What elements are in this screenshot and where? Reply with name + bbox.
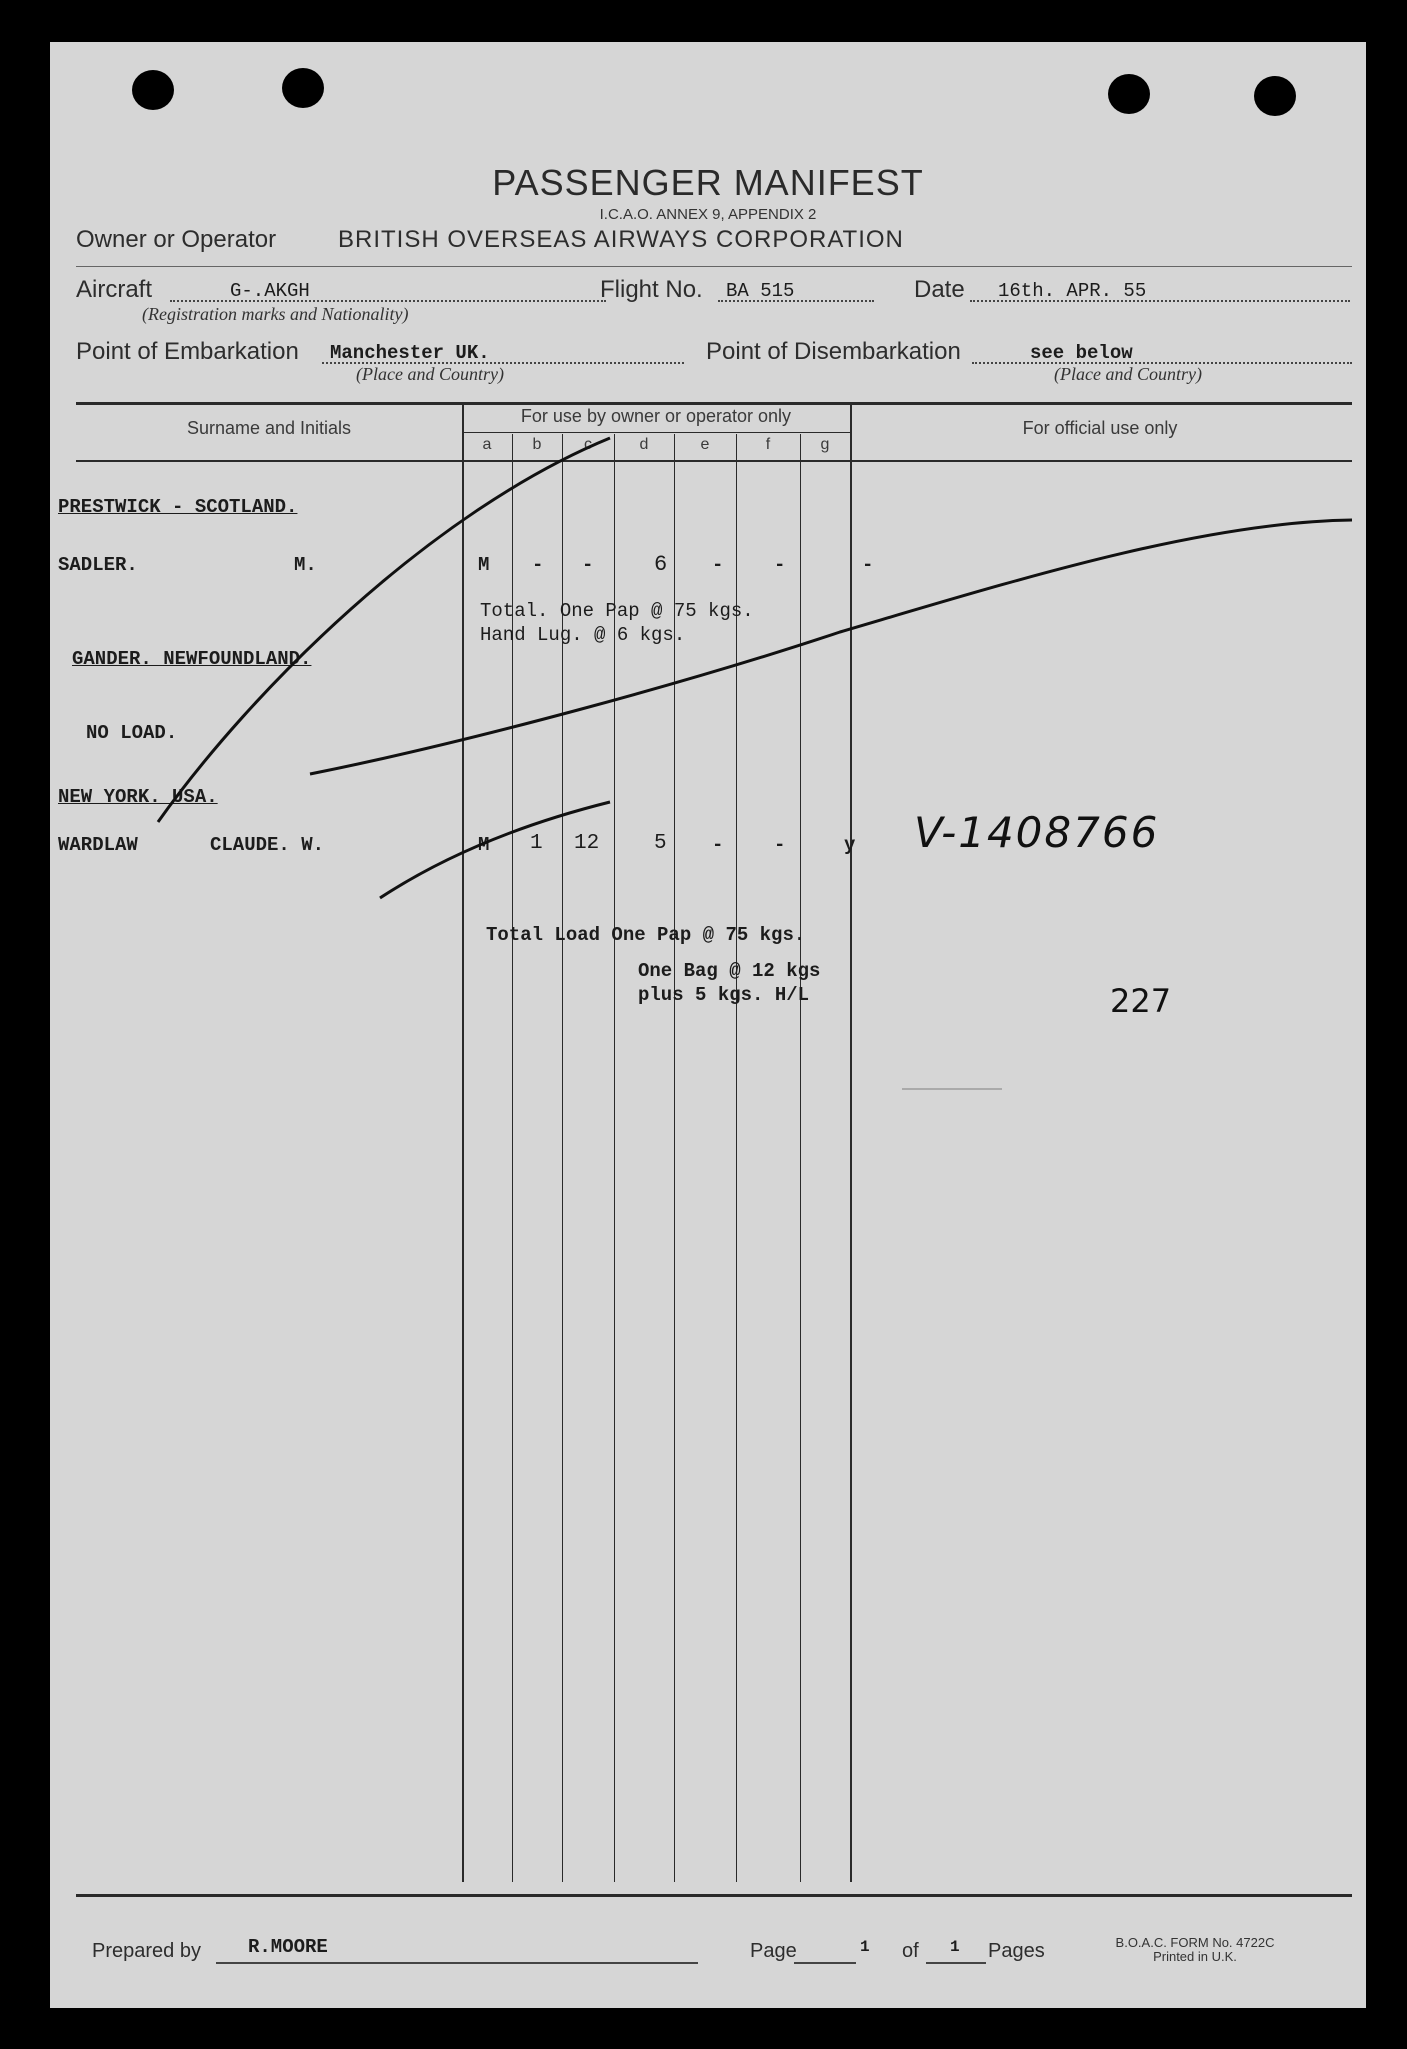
- col-official-header: For official use only: [1022, 418, 1178, 438]
- pages-label: Pages: [988, 1940, 1045, 1962]
- wardlaw-col-d: 5: [654, 832, 667, 855]
- date-value: 16th. APR. 55: [998, 280, 1147, 302]
- subcol-b: b: [532, 436, 542, 453]
- subcol-f: f: [765, 436, 771, 453]
- total-pages: 1: [950, 1938, 960, 1956]
- wardlaw-total-line1: Total Load One Pap @ 75 kgs.: [486, 924, 806, 946]
- embark-value: Manchester UK.: [330, 342, 490, 364]
- handwritten-strokes: [50, 42, 1366, 2008]
- page-title: PASSENGER MANIFEST: [492, 162, 924, 203]
- page-number: 1: [860, 1938, 870, 1956]
- sadler-col-c: -: [582, 554, 594, 576]
- visa-number-handwritten: V-1408766: [914, 808, 1160, 857]
- passenger-wardlaw-name: WARDLAW: [58, 834, 138, 856]
- wardlaw-col-b: 1: [530, 832, 543, 855]
- sadler-col-f: -: [774, 554, 786, 576]
- date-label: Date: [914, 276, 965, 303]
- sadler-total-line1: Total. One Pap @ 75 kgs.: [480, 600, 754, 622]
- stamp-number: 227: [1110, 982, 1172, 1020]
- wardlaw-total-line2: One Bag @ 12 kgs: [638, 960, 821, 982]
- embark-sublabel: (Place and Country): [356, 364, 504, 384]
- flight-no-label: Flight No.: [600, 276, 703, 303]
- flight-no-value: BA 515: [726, 280, 795, 302]
- disembark-sublabel: (Place and Country): [1054, 364, 1202, 384]
- prepared-by-label: Prepared by: [92, 1940, 201, 1962]
- passenger-sadler-initial: M.: [294, 554, 317, 576]
- subcol-g: g: [820, 436, 830, 453]
- subcol-d: d: [639, 436, 649, 453]
- stop-gander: GANDER. NEWFOUNDLAND.: [72, 648, 312, 670]
- wardlaw-col-f: -: [774, 834, 786, 856]
- disembark-label: Point of Disembarkation: [706, 338, 961, 365]
- page-number-line: [794, 1962, 856, 1964]
- manifest-sheet: [50, 42, 1366, 2008]
- form-number: B.O.A.C. FORM No. 4722C: [1115, 1935, 1275, 1950]
- page-subtitle: I.C.A.O. ANNEX 9, APPENDIX 2: [599, 206, 817, 223]
- prepared-by-value: R.MOORE: [248, 1936, 328, 1958]
- col-operator-header: For use by owner or operator only: [520, 406, 792, 426]
- total-pages-line: [926, 1962, 986, 1964]
- passenger-sadler-name: SADLER.: [58, 554, 138, 576]
- page-label: Page: [750, 1940, 797, 1962]
- embark-label: Point of Embarkation: [76, 338, 299, 365]
- owner-label: Owner or Operator: [76, 226, 277, 253]
- stop-prestwick: PRESTWICK - SCOTLAND.: [58, 496, 298, 518]
- sadler-col-a: M: [478, 554, 490, 576]
- wardlaw-col-a: M: [478, 834, 490, 856]
- of-label: of: [902, 1940, 919, 1962]
- aircraft-value: G-.AKGH: [230, 280, 310, 302]
- subcol-a: a: [482, 436, 492, 453]
- stop-newyork: NEW YORK. USA.: [58, 786, 218, 808]
- owner-value: BRITISH OVERSEAS AIRWAYS CORPORATION: [338, 226, 904, 253]
- footer-top-line: [76, 1894, 1352, 1897]
- wardlaw-total-line3: plus 5 kgs. H/L: [638, 984, 810, 1006]
- sadler-col-e: -: [712, 554, 724, 576]
- sadler-col-g: -: [862, 554, 874, 576]
- col-surname-header: Surname and Initials: [186, 418, 352, 438]
- wardlaw-col-g: y: [844, 834, 856, 856]
- sadler-col-d: 6: [654, 552, 668, 577]
- sadler-col-b: -: [532, 554, 544, 576]
- disembark-value: see below: [1030, 342, 1133, 364]
- prepared-by-line: [216, 1962, 698, 1964]
- wardlaw-col-e: -: [712, 834, 724, 856]
- aircraft-sublabel: (Registration marks and Nationality): [142, 304, 409, 324]
- subcol-e: e: [700, 436, 710, 453]
- passenger-wardlaw-initials: CLAUDE. W.: [210, 834, 325, 856]
- subcol-c: c: [584, 436, 592, 453]
- wardlaw-col-c: 12: [574, 832, 600, 855]
- printed-in: Printed in U.K.: [1153, 1949, 1237, 1964]
- aircraft-label: Aircraft: [76, 276, 153, 303]
- stop-gander-noload: NO LOAD.: [86, 722, 178, 744]
- sadler-total-line2: Hand Lug. @ 6 kgs.: [480, 624, 686, 646]
